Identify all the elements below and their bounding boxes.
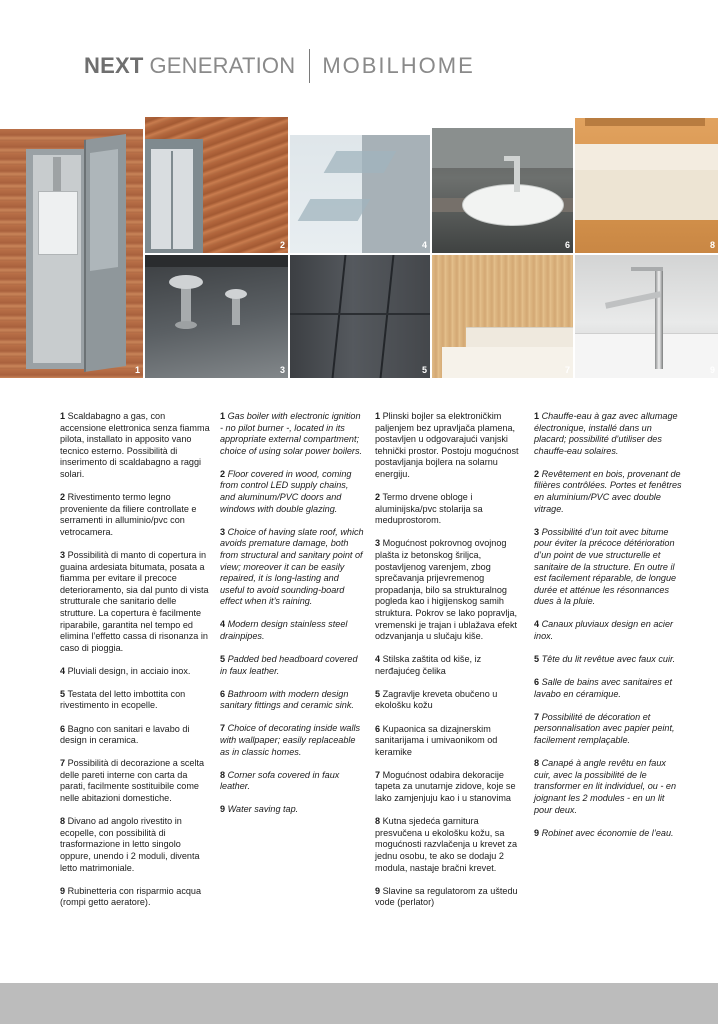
photo-number: 8 [709, 240, 715, 250]
feature-item: 9 Water saving tap. [220, 804, 299, 815]
feature-item: 5 Zagravlje kreveta obučeno u ekološku kožu [375, 688, 498, 711]
panel-seam [332, 255, 347, 378]
column-croatian [375, 411, 520, 920]
feature-item: 4 Canaux pluviaux design en acier inox. [534, 619, 674, 641]
feature-item: 1 Gas boiler with electronic ignition - no pilot burner -, located in its appropriate external compartment; choice of using solar power boilers. [220, 411, 363, 456]
photo-bed [432, 255, 573, 378]
column-french [534, 411, 684, 851]
feature-item: 8 Corner sofa covered in faux leather. [220, 769, 340, 792]
feature-item: 8 Canapé à angle revêtu en faux cuir, avec la possibilité de le transformer en lit individuel, ou - en joignant les 2 modules - en un lit pour deux. [534, 758, 677, 815]
roof-edge [145, 255, 288, 267]
feature-item: 7 Possibilité de décoration et personnalisation avec papier peint, facilement remplaçable. [534, 711, 675, 746]
photo-number: 3 [279, 365, 285, 375]
tap [514, 156, 520, 192]
faucet-body [655, 269, 663, 369]
feature-item: 9 Robinet avec économie de l’eau. [534, 827, 674, 838]
photo-number: 4 [421, 240, 427, 250]
photo-metal-panels [290, 255, 430, 378]
feature-item: 3 Possibilité d’un toit avec bitume pour éviter la précoce détérioration d’un point de vue structurelle et sanitaire de la structure. En outre il est facilement réparable, de longue durée et atténue les résonnances dues à la pluie. [534, 526, 677, 607]
boiler-unit [38, 191, 78, 255]
feature-item: 9 Slavine sa regulatorom za uštedu vode (perlator) [375, 885, 518, 908]
faucet-spout [605, 291, 661, 309]
feature-item: 6 Bagno con sanitari e lavabo di design in ceramica. [60, 723, 190, 746]
vent-base [175, 321, 197, 329]
page-header [84, 48, 475, 84]
photo-number: 6 [564, 240, 570, 250]
feature-item: 4 Pluviali design, in acciaio inox. [60, 665, 191, 676]
feature-item: 4 Stilska zaštita od kiše, iz nerđajućeg čelika [375, 654, 482, 676]
vent-cap [225, 289, 247, 299]
feature-item: 3 Mogućnost pokrovnog ovojnog plašta iz betonskog šriljca, postavljenog varenjem, zbog sprečavanja prijevremenog propadanja, bilo sa strukturalnog pogleda kao i higijenskog samih struktura. Pokrov se lako popravlja, vremenski je trajan i ublažava efekt odzvanjanja u slučaju kiše. [375, 538, 518, 642]
feature-item: 4 Modern design stainless steel drainpipes. [220, 619, 348, 641]
feature-item: 2 Rivestimento termo legno proveniente da filiere controllate e serramenti in alluminio/pvc con vetrocamera. [60, 492, 197, 537]
window-mullion [171, 151, 173, 249]
faucet-lever [631, 267, 663, 271]
feature-item: 7 Possibilità di decorazione a scelta delle pareti interne con carta da parati, facilmente sostituibile come nelle abitazioni domestiche. [60, 758, 205, 804]
feature-item: 6 Salle de bains avec sanitaires et lavabo en céramique. [534, 677, 673, 699]
door-glass [90, 149, 118, 271]
feature-item: 6 Bathroom with modern design sanitary fittings and ceramic sink. [220, 688, 354, 711]
feature-item: 1 Scaldabagno a gas, con accensione elettronica senza fiamma pilota, installato in apposito vano tecnico esterno. Possibilità di inserimento di scaldabagno a raggi solari. [60, 411, 210, 479]
feature-item: 1 Chauffe-eau à gaz avec allumage électronique, installé dans un placard; possibilité d’utiliser des chauffe-eau solaires. [534, 411, 678, 456]
photo-number: 7 [564, 365, 570, 375]
panel-seam [290, 313, 430, 315]
feature-item: 7 Choice of decorating inside walls with wallpaper; easily replaceable as in classic homes. [220, 723, 361, 757]
boiler-pipe [53, 157, 61, 193]
header-divider [309, 49, 310, 83]
feature-item: 8 Kutna sjedeća garnitura presvučena u ekološku kožu, sa mogućnosti razvlačenja u krevet za jednu osobu, te ako se dodaju 2 modula, nastaje bračni krevet. [375, 816, 518, 873]
counter [575, 333, 718, 378]
photo-number: 5 [421, 365, 427, 375]
feature-item: 5 Testata del letto imbottita con rivestimento in ecopelle. [60, 688, 186, 711]
feature-item: 1 Plinski bojler sa elektroničkim paljenjem bez upravljača plamena, postavljen u odgovarajući vanjski tehnički prostor. Postoju mogućnost postavljanja bojlera na solarnu energiju. [375, 411, 519, 479]
feature-item: 3 Possibilità di manto di copertura in guaina ardesiata bitumata, posata a fiamma per evitare il precoce deterioramento, sia dal punto di vista strutturale che sanitario delle strutture. La copertura è facilmente riparabile, garantita nel tempo ed elimina l’effetto cassa di risonanza in caso di pioggia. [60, 549, 209, 653]
photo-glass-panels [290, 135, 430, 253]
sofa-seat [575, 170, 718, 220]
feature-item: 7 Mogućnost odabira dekoracije tapeta za unutarnje zidove, koje se lako zamjenjuju kao i u stanovima [375, 769, 516, 804]
feature-item: 2 Revêtement en bois, provenant de filières contrôlées. Portes et fenêtres en aluminium/PVC avec double vitrage. [534, 468, 682, 514]
feature-item: 2 Floor covered in wood, coming from control LED supply chains, and aluminum/PVC doors and windows with double glazing. [220, 468, 352, 514]
glass-panel [324, 151, 397, 173]
feature-item: 3 Choice of having slate roof, which avoids premature damage, both from structural and sanitary point of view; moreover it can be easily repaired, it is long-lasting and useful to avoid sounding-board effect when it’s raining. [220, 526, 364, 607]
photo-number: 9 [709, 365, 715, 375]
panel-seam [380, 255, 395, 378]
feature-item: 9 Rubinetteria con risparmio acqua (rompi getto aeratore). [60, 885, 202, 908]
basin [462, 184, 564, 226]
photo-number: 2 [279, 240, 285, 250]
mirror [432, 128, 573, 168]
photo-wood-facade [145, 117, 288, 253]
photo-roof-vents [145, 255, 288, 378]
column-italian [60, 411, 210, 920]
footer-band [0, 983, 718, 1024]
feature-item: 5 Padded bed headboard covered in faux leather. [220, 654, 358, 676]
photo-faucet [575, 255, 718, 378]
glass-panel [298, 199, 371, 221]
feature-item: 2 Termo drvene obloge i aluminijska/pvc stolarija sa meduprostorom. [375, 492, 483, 526]
feature-item: 8 Divano ad angolo rivestito in ecopelle, con possibilità di trasformazione in letto singolo oppure, unendo i 2 moduli, diventa letto matrimoniale. [60, 816, 200, 873]
photo-number: 1 [134, 365, 140, 375]
brand-next: NEXT [84, 53, 144, 78]
photo-boiler [0, 129, 143, 378]
vent-stem [232, 297, 240, 325]
feature-item: 6 Kupaonica sa dizajnerskim sanitarijama i umivaonikom od keramike [375, 723, 498, 757]
column-english [220, 411, 365, 828]
bed [442, 347, 573, 378]
product-name: MOBILHOME [322, 53, 475, 78]
spout [504, 156, 520, 161]
shelf [585, 118, 705, 126]
brand-generation: GENERATION [149, 53, 296, 78]
sofa-back [575, 144, 718, 170]
photo-sink [432, 128, 573, 253]
photo-sofa [575, 118, 718, 253]
feature-item: 5 Tête du lit revêtue avec faux cuir. [534, 654, 676, 665]
vent-cap [169, 275, 203, 289]
